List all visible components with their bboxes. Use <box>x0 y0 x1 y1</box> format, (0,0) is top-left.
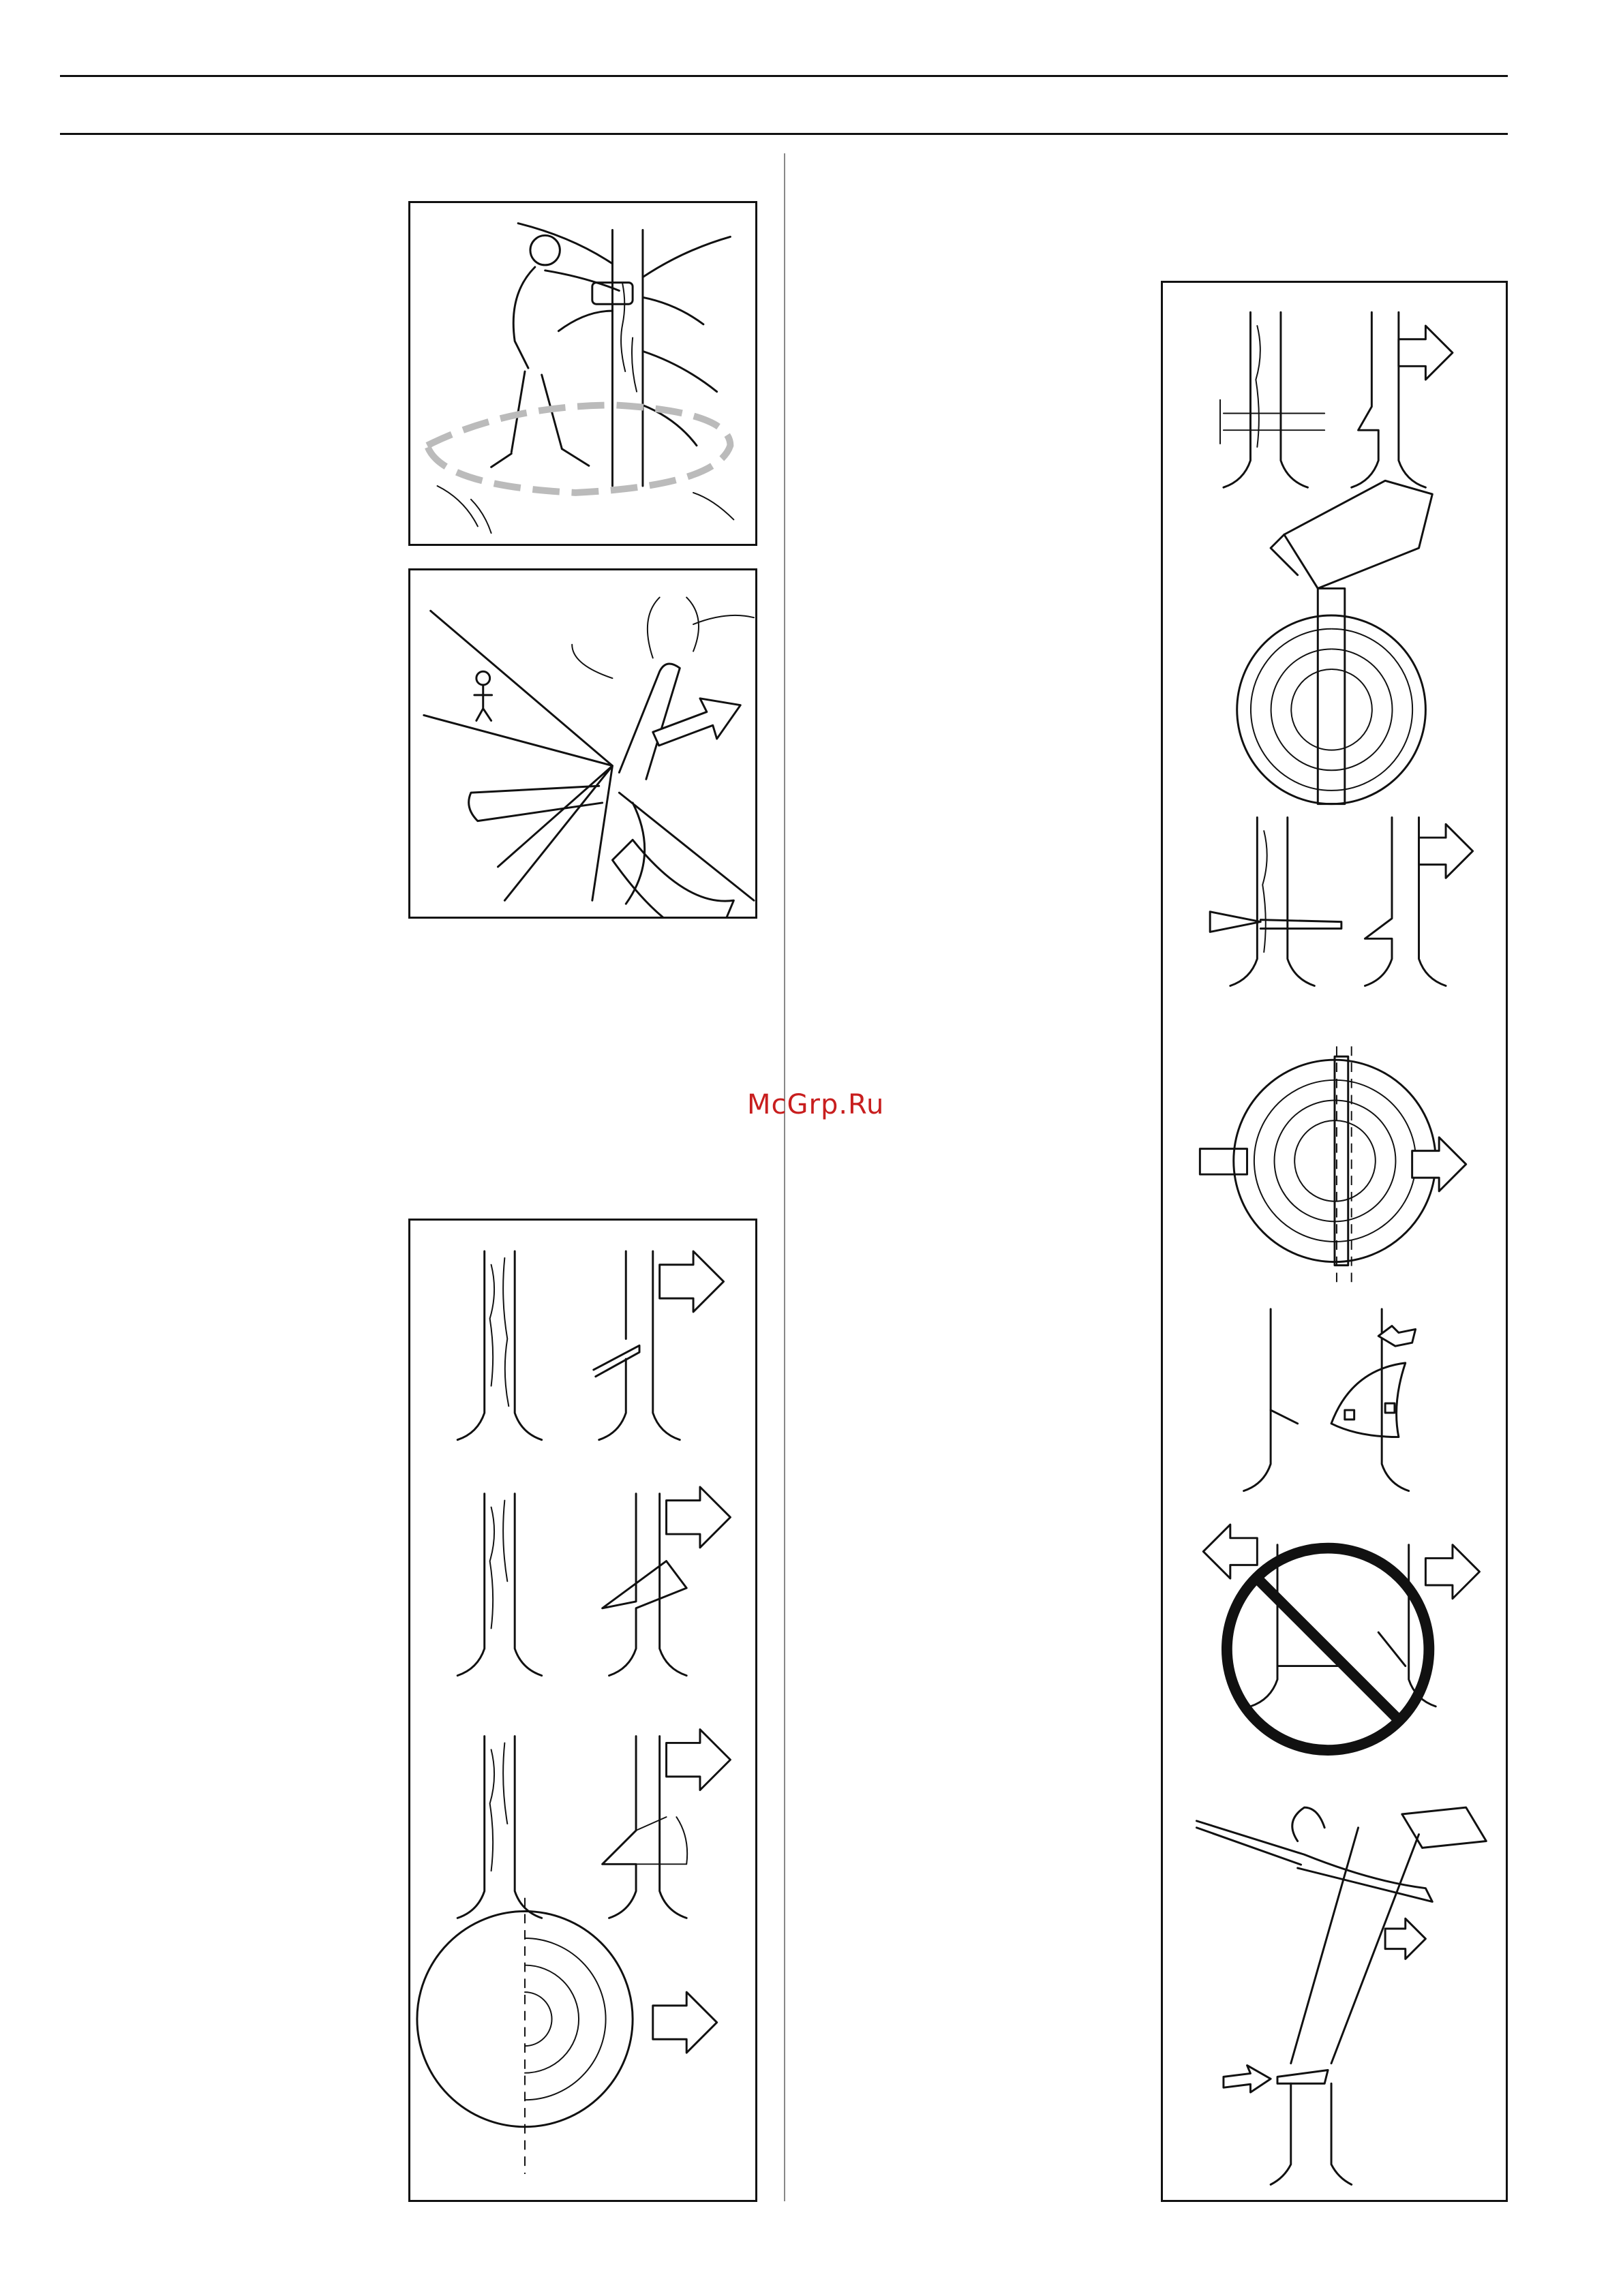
illustration-felling-danger-zone <box>408 568 757 919</box>
illustration-directional-notch <box>408 1219 757 2202</box>
illustration-tree-climbing <box>408 201 757 546</box>
illustration-felling-sequence <box>1161 281 1508 2202</box>
header-top-rule <box>60 75 1508 77</box>
header-bottom-rule <box>60 133 1508 135</box>
watermark-text: McGrp.Ru <box>747 1089 885 1120</box>
column-divider <box>784 153 785 2201</box>
